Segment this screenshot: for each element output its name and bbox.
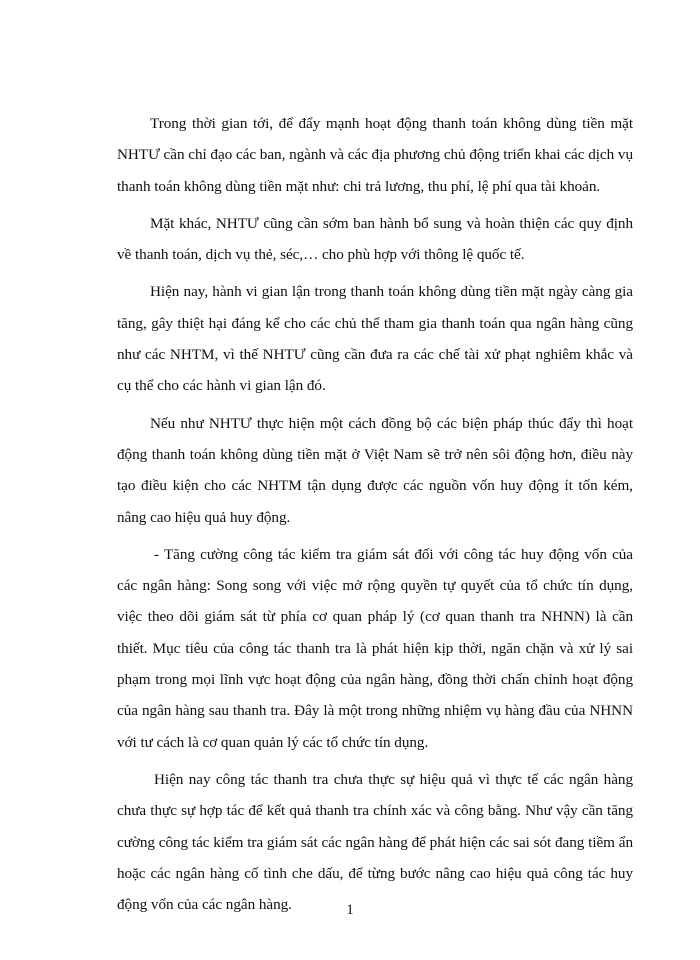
paragraph-1: Trong thời gian tới, để đẩy mạnh hoạt động thanh toán không dùng tiền mặt NHTƯ cần chỉ đạo các ban, ngành và các địa phương chủ động triển khai các dịch vụ thanh toán không dùng tiền mặt như: chi trả lương, thu phí, lệ phí qua tài khoản. bbox=[117, 115, 633, 195]
paragraph-4: Nếu như NHTƯ thực hiện một cách đồng bộ các biện pháp thúc đẩy thì hoạt động thanh toán không dùng tiền mặt ở Việt Nam sẽ trở nên sôi động hơn, điều này tạo điều kiện cho các NHTM tận dụng được các nguồn vốn huy động ít tốn kém, nâng cao hiệu quả huy động. bbox=[117, 414, 633, 526]
paragraph-3: Hiện nay, hành vi gian lận trong thanh toán không dùng tiền mặt ngày càng gia tăng, gây thiệt hại đáng kể cho các chủ thể tham gia thanh toán qua ngân hàng cũng như các NHTM, vì thế NHTƯ cũng cần đưa ra các chế tài xử phạt nghiêm khắc và cụ thể cho các hành vi gian lận đó. bbox=[117, 283, 633, 395]
paragraph-6: Hiện nay công tác thanh tra chưa thực sự hiệu quả vì thực tế các ngân hàng chưa thực sự hợp tác để kết quả thanh tra chính xác và công bằng. Như vậy cần tăng cường công tác kiểm tra giám sát các ngân hàng để phát hiện các sai sót đang tiềm ẩn hoặc các ngân hàng cố tình che dấu, để từng bước nâng cao hiệu quả công tác huy động vốn của các ngân hàng. bbox=[117, 770, 633, 914]
page-number: 1 bbox=[346, 902, 354, 918]
document-body bbox=[117, 108, 633, 926]
paragraph-5: - Tăng cường công tác kiểm tra giám sát đối với công tác huy động vốn của các ngân hàng: Song song với việc mở rộng quyền tự quyết của tổ chức tín dụng, việc theo dõi giám sát từ phía cơ quan pháp lý (cơ quan thanh tra NHNN) là cần thiết. Mục tiêu của công tác thanh tra là phát hiện kịp thời, ngăn chặn và xử lý sai phạm trong mọi lĩnh vực hoạt động của ngân hàng, đồng thời chấn chỉnh hoạt động của ngân hàng sau thanh tra. Đây là một trong những nhiệm vụ hàng đầu của NHNN với tư cách là cơ quan quản lý các tổ chức tín dụng. bbox=[117, 545, 633, 751]
paragraph-2: Mặt khác, NHTƯ cũng cần sớm ban hành bổ sung và hoàn thiện các quy định về thanh toán, dịch vụ thẻ, séc,… cho phù hợp với thông lệ quốc tế. bbox=[117, 214, 633, 264]
